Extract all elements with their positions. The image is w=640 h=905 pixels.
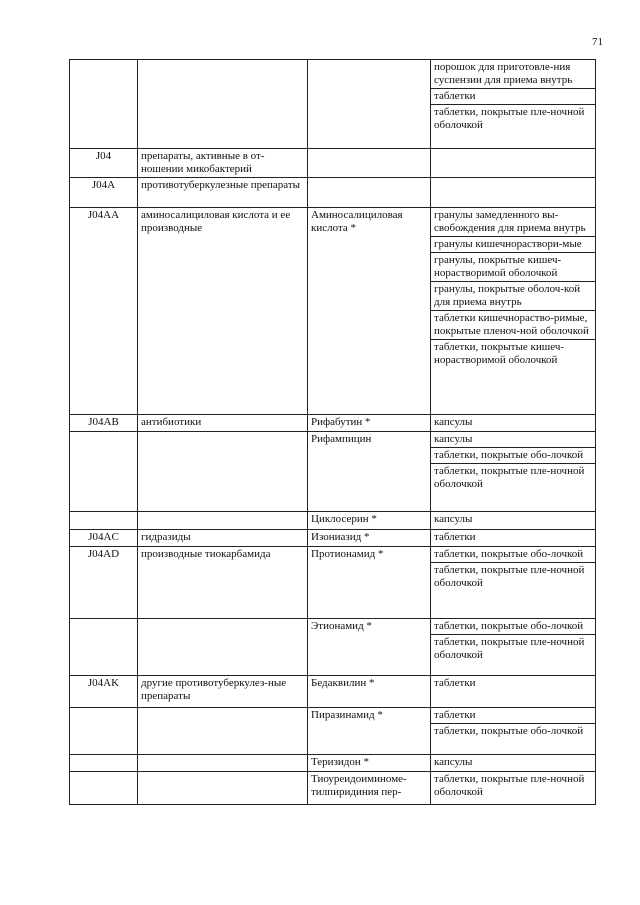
table-row <box>70 415 596 432</box>
page-number: 71 <box>592 36 603 48</box>
anatomical-group-cell <box>138 60 308 149</box>
dosage-form: таблетки <box>434 709 476 721</box>
drug-name-cell: Тиоуреидоиминоме-тилпиридиния пер- <box>308 772 431 805</box>
dosage-form: таблетки, покрытые обо-лочкой <box>434 548 584 560</box>
anatomical-group-cell: производные тиокарбамида <box>138 547 308 619</box>
anatomical-group-cell: аминосалициловая кислота и ее производные <box>138 208 308 415</box>
dosage-form: гранулы, покрытые кишеч-норастворимой оболочкой <box>431 252 595 281</box>
anatomical-group-cell <box>138 619 308 676</box>
dosage-form: таблетки, покрытые обо-лочкой <box>434 620 584 632</box>
dosage-form: таблетки, покрытые кишеч-норастворимой оболочкой <box>431 339 595 368</box>
atc-code-cell <box>70 772 138 805</box>
drug-name-cell: Рифабутин * <box>308 415 431 432</box>
table-row <box>70 676 596 708</box>
dosage-form: гранулы, покрытые оболоч-кой для приема внутрь <box>431 281 595 310</box>
table-row <box>70 178 596 208</box>
dosage-form: таблетки <box>434 677 476 689</box>
table-row <box>70 708 596 755</box>
dosage-forms-cell <box>431 149 596 178</box>
anatomical-group-cell <box>138 708 308 755</box>
dosage-form: таблетки, покрытые пле-ночной оболочкой <box>431 562 595 591</box>
table-row <box>70 755 596 772</box>
dosage-forms-cell <box>431 432 596 512</box>
drug-name-cell: Этионамид * <box>308 619 431 676</box>
drug-name-cell: Аминосалициловая кислота * <box>308 208 431 415</box>
atc-code-cell <box>70 708 138 755</box>
dosage-form: капсулы <box>434 513 473 525</box>
atc-code-cell: J04A <box>70 178 138 208</box>
anatomical-group-cell: противотуберкулезные препараты <box>138 178 308 208</box>
anatomical-group-cell: препараты, активные в от-ношении микобактерий <box>138 149 308 178</box>
anatomical-group-cell <box>138 755 308 772</box>
atc-code-cell <box>70 619 138 676</box>
atc-code-cell: J04AC <box>70 530 138 547</box>
drug-name-cell: Протионамид * <box>308 547 431 619</box>
atc-code-cell: J04AA <box>70 208 138 415</box>
atc-code-cell <box>70 512 138 530</box>
table-row <box>70 60 596 149</box>
table-row <box>70 149 596 178</box>
dosage-form: таблетки <box>431 88 595 104</box>
dosage-forms-cell <box>431 178 596 208</box>
dosage-form: капсулы <box>434 433 473 445</box>
atc-code-cell: J04 <box>70 149 138 178</box>
dosage-form: гранулы замедленного вы-свобождения для приема внутрь <box>434 209 586 234</box>
dosage-form: капсулы <box>434 756 473 768</box>
dosage-forms-cell <box>431 512 596 530</box>
atc-code-cell: J04AK <box>70 676 138 708</box>
table-row <box>70 619 596 676</box>
drug-name-cell <box>308 60 431 149</box>
drug-name-cell: Бедаквилин * <box>308 676 431 708</box>
drug-table-body <box>70 60 596 805</box>
anatomical-group-cell: антибиотики <box>138 415 308 432</box>
drug-name-cell: Изониазид * <box>308 530 431 547</box>
drug-name-cell: Циклосерин * <box>308 512 431 530</box>
anatomical-group-cell: гидразиды <box>138 530 308 547</box>
table-row <box>70 547 596 619</box>
dosage-form: таблетки кишечнораство-римые, покрытые пленоч-ной оболочкой <box>431 310 595 339</box>
drug-name-cell <box>308 149 431 178</box>
drug-name-cell <box>308 178 431 208</box>
dosage-form <box>431 178 595 180</box>
dosage-form: таблетки, покрытые пле-ночной оболочкой <box>431 463 595 492</box>
dosage-forms-cell <box>431 619 596 676</box>
dosage-form: гранулы кишечнораствори-мые <box>431 236 595 252</box>
anatomical-group-cell <box>138 512 308 530</box>
atc-code-cell <box>70 60 138 149</box>
dosage-form: капсулы <box>434 416 473 428</box>
dosage-forms-cell <box>431 415 596 432</box>
atc-code-cell <box>70 755 138 772</box>
dosage-forms-cell <box>431 708 596 755</box>
dosage-forms-cell <box>431 60 596 149</box>
dosage-forms-cell <box>431 772 596 805</box>
drug-name-cell: Теризидон * <box>308 755 431 772</box>
dosage-forms-cell <box>431 676 596 708</box>
dosage-form: таблетки, покрытые пле-ночной оболочкой <box>434 773 585 798</box>
table-row <box>70 432 596 512</box>
table-row <box>70 512 596 530</box>
dosage-forms-cell <box>431 755 596 772</box>
table-row <box>70 772 596 805</box>
atc-code-cell: J04AB <box>70 415 138 432</box>
dosage-forms-cell <box>431 530 596 547</box>
anatomical-group-cell <box>138 432 308 512</box>
dosage-form: таблетки, покрытые пле-ночной оболочкой <box>431 104 595 133</box>
dosage-form: таблетки, покрытые обо-лочкой <box>431 447 595 463</box>
atc-code-cell: J04AD <box>70 547 138 619</box>
drug-name-cell: Рифампицин <box>308 432 431 512</box>
dosage-form: порошок для приготовле-ния суспензии для приема внутрь <box>434 61 573 86</box>
table-row <box>70 208 596 415</box>
dosage-form <box>431 149 595 151</box>
dosage-forms-cell <box>431 547 596 619</box>
anatomical-group-cell: другие противотуберкулез-ные препараты <box>138 676 308 708</box>
dosage-form: таблетки, покрытые пле-ночной оболочкой <box>431 634 595 663</box>
drug-table <box>69 59 596 805</box>
drug-name-cell: Пиразинамид * <box>308 708 431 755</box>
anatomical-group-cell <box>138 772 308 805</box>
dosage-forms-cell <box>431 208 596 415</box>
dosage-form: таблетки <box>434 531 476 543</box>
atc-code-cell <box>70 432 138 512</box>
dosage-form: таблетки, покрытые обо-лочкой <box>431 723 595 739</box>
table-row <box>70 530 596 547</box>
